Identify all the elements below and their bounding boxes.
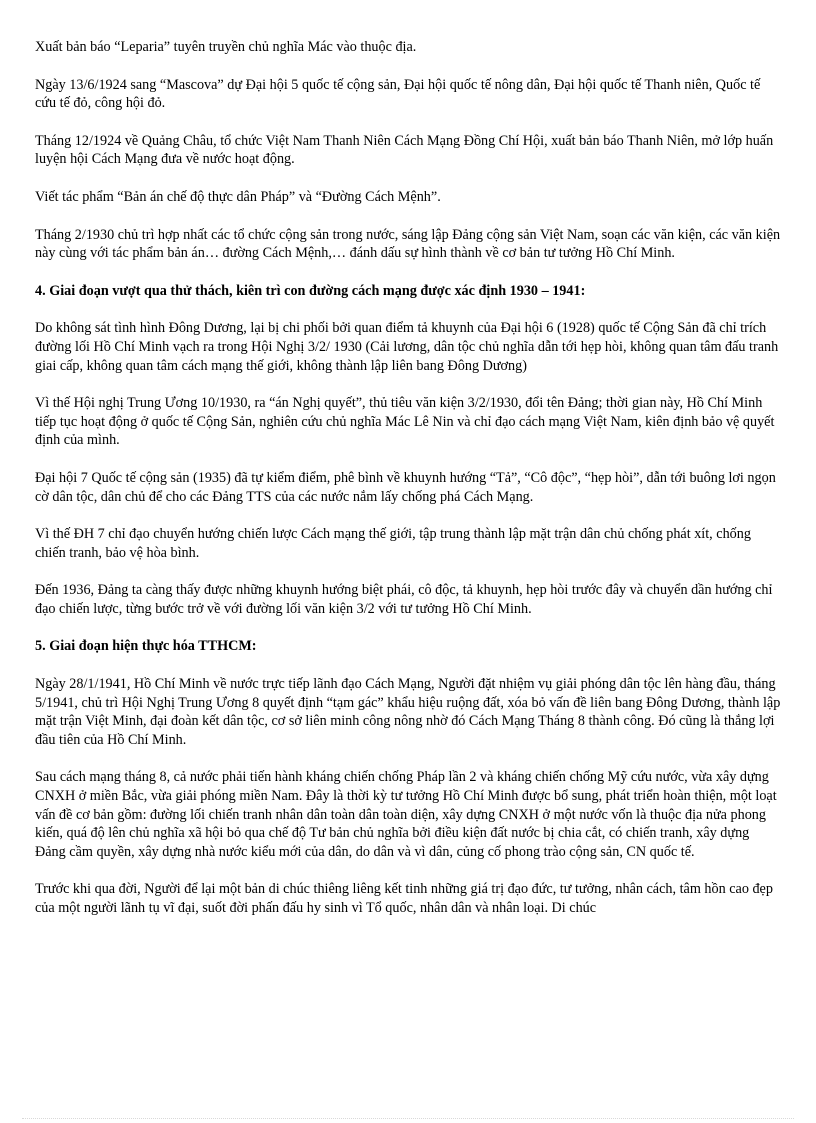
section-heading-5: 5. Giai đoạn hiện thực hóa TTHCM: [35, 638, 257, 655]
paragraph-works: Viết tác phẩm “Bản án chế độ thực dân Pháp” và “Đường Cách Mệnh”. [35, 188, 441, 205]
paragraph-party-founding-1930: Tháng 2/1930 chủ trì hợp nhất các tổ chức cộng sản trong nước, sáng lập Đảng cộng sản Việt Nam, soạn các văn kiện, các văn kiện này cùng với tác phẩm bản án… đường Cách Mệnh,… đánh dấu sự hình thành về cơ bản tư tưởng Hồ Chí Minh. [35, 226, 781, 262]
page-bottom-divider [22, 1118, 794, 1119]
paragraph-mascova-1924: Ngày 13/6/1924 sang “Mascova” dự Đại hội 5 quốc tế cộng sản, Đại hội quốc tế nông dân, Đại hội quốc tế Thanh niên, Quốc tế cứu tế đỏ, công hội đỏ. [35, 76, 761, 112]
paragraph-congress-7-1935: Đại hội 7 Quốc tế cộng sản (1935) đã tự kiểm điểm, phê bình về khuynh hướng “Tả”, “Cô độc”, “hẹp hòi”, dẫn tới buông lơi ngọn cờ dân tộc, dân chủ để cho các Đảng TTS của các nước nắm lấy chống phá Cách Mạng. [35, 469, 776, 505]
paragraph-testament: Trước khi qua đời, Người để lại một bản di chúc thiêng liêng kết tinh những giá trị đạo đức, tư tưởng, nhân cách, tâm hồn cao đẹp của một người lãnh tụ vĩ đại, suốt đời phấn đấu hy sinh vì Tổ quốc, nhân dân và nhân loại. Di chúc [35, 881, 773, 916]
paragraph-central-committee-1930: Vì thế Hội nghị Trung Ương 10/1930, ra “án Nghị quyết”, thủ tiêu văn kiện 3/2/1930, đổi tên Đảng; thời gian này, Hồ Chí Minh tiếp tục hoạt động ở quốc tế Cộng Sản, nghiên cứu chủ nghĩa Mác Lê Nin và chỉ đạo cách mạng Việt Nam, kiên định bảo vệ quyết định của mình. [35, 395, 775, 449]
section-heading-4: 4. Giai đoạn vượt qua thử thách, kiên trì con đường cách mạng được xác định 1930 – 1941: [35, 282, 586, 299]
paragraph-guangzhou-1924: Tháng 12/1924 về Quảng Châu, tổ chức Việt Nam Thanh Niên Cách Mạng Đồng Chí Hội, xuất bản báo Thanh Niên, mở lớp huấn luyện hội Cách Mạng đưa về nước hoạt động. [35, 132, 774, 168]
paragraph-return-1941: Ngày 28/1/1941, Hồ Chí Minh về nước trực tiếp lãnh đạo Cách Mạng, Người đặt nhiệm vụ giải phóng dân tộc lên hàng đầu, tháng 5/1941, chủ trì Hội Nghị Trung Ương 8 quyết định “tạm gác” khẩu hiệu ruộng đất, xóa bỏ vấn đề liên bang Đông Dương, thành lập mặt trận Việt Minh, đại đoàn kết dân tộc, cơ sở liên minh công nông nhờ đó Cách Mạng Tháng 8 thành công. Đó cũng là thắng lợi đầu tiên của Hồ Chí Minh. [35, 676, 781, 748]
paragraph-1936: Đến 1936, Đảng ta càng thấy được những khuynh hướng biệt phái, cô độc, tả khuynh, hẹp hòi trước đây và chuyển dần hướng chỉ đạo chiến lược, từng bước trở về với đường lối văn kiện 3/2 với tư tưởng Hồ Chí Minh. [35, 582, 773, 617]
paragraph-strategy-shift: Vì thế ĐH 7 chỉ đạo chuyển hướng chiến lược Cách mạng thế giới, tập trung thành lập mặt trận dân chủ chống phát xít, chống chiến tranh, bảo vệ hòa bình. [35, 526, 751, 561]
paragraph-after-august-revolution: Sau cách mạng tháng 8, cả nước phải tiến hành kháng chiến chống Pháp lần 2 và kháng chiến chống Mỹ cứu nước, vừa xây dựng CNXH ở miền Bắc, vừa giải phóng miền Nam. Đây là thời kỳ tư tưởng Hồ Chí Minh được bổ sung, phát triển hoàn thiện, một loạt vấn đề cơ bản gồm: đường lối chiến tranh nhân dân toàn dân toàn diện, xây dựng CNXH ở một nước vốn là thuộc địa nửa phong kiến, quá độ lên chủ nghĩa xã hội bỏ qua chế độ Tư bản chủ nghĩa bởi điều kiện đất nước bị chia cắt, có chiến tranh, xây dựng Đảng cầm quyền, xây dựng nhà nước kiểu mới của dân, do dân và vì dân, củng cố phong trào cộng sản, CN quốc tế. [35, 769, 777, 860]
paragraph-publish-leparia: Xuất bản báo “Leparia” tuyên truyền chủ nghĩa Mác vào thuộc địa. [35, 39, 417, 55]
paragraph-comintern-criticism: Do không sát tình hình Đông Dương, lại bị chi phối bởi quan điểm tả khuynh của Đại hội 6 (1928) quốc tế Cộng Sản đã chỉ trích đường lối Hồ Chí Minh vạch ra trong Hội Nghị 3/2/ 1930 (Cải lương, dân tộc chủ nghĩa dẫn tới hẹp hòi, không quan tâm đấu tranh giai cấp, không quan tâm cách mạng thế giới, không thành lập liên bang Đông Dương) [35, 320, 779, 374]
document-page [35, 38, 783, 937]
